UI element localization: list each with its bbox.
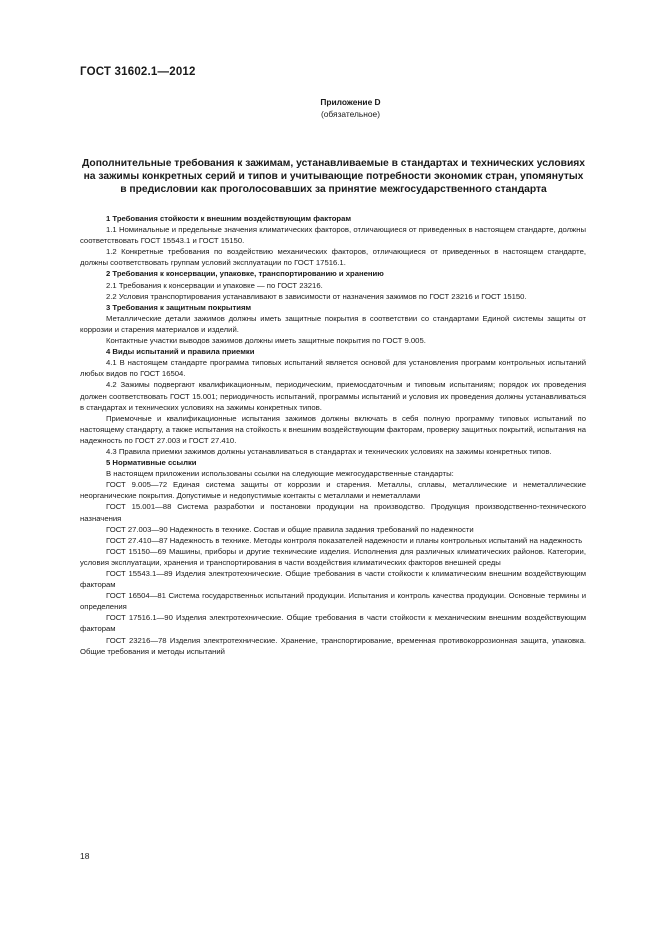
paragraph-1-2: 1.2 Конкретные требования по воздействию механических факторов, отличающиеся от приведенных в настоящем стандарте, должны соответствовать группам условий эксплуатации по ГОСТ 17516.1. xyxy=(80,247,586,268)
section-heading-3: 3 Требования к защитным покрытиям xyxy=(106,302,252,312)
reference-item: ГОСТ 15.001—88 Система разработки и постановки продукции на производство. Продукция производственно-технического назначения xyxy=(80,502,586,523)
paragraph-3-1: Металлические детали зажимов должны иметь защитные покрытия в соответствии со стандартами Единой системы защиты от коррозии и старения материалов и изделий. xyxy=(80,313,586,334)
reference-item: ГОСТ 27.410—87 Надежность в технике. Методы контроля показателей надежности и планы контрольных испытаний на надежность xyxy=(106,535,583,545)
section-heading-5: 5 Нормативные ссылки xyxy=(106,458,197,468)
reference-item: ГОСТ 27.003—90 Надежность в технике. Состав и общие правила задания требований по надежности xyxy=(106,524,474,534)
page-number: 18 xyxy=(80,851,90,861)
document-body xyxy=(80,213,586,657)
paragraph-4-2-cont: Приемочные и квалификационные испытания зажимов должны включать в себя полную программу типовых испытаний по настоящему стандарту, а также испытания на стойкость к внешним воздействующим факторам, проверку защитных покрытий, испытания на надежность по ГОСТ 27.003 и ГОСТ 27.410. xyxy=(80,413,586,445)
paragraph-4-1: 4.1 В настоящем стандарте программа типовых испытаний является основой для установления программ контрольных испытаний любых видов по ГОСТ 16504. xyxy=(80,358,586,379)
reference-item: ГОСТ 17516.1—90 Изделия электротехнические. Общие требования в части стойкости к механическим внешним воздействующим факторам xyxy=(80,613,586,634)
annex-subtitle: (обязательное) xyxy=(320,109,380,119)
standard-header: ГОСТ 31602.1—2012 xyxy=(80,66,196,78)
paragraph-3-2: Контактные участки выводов зажимов должны иметь защитные покрытия по ГОСТ 9.005. xyxy=(106,336,426,346)
paragraph-2-2: 2.2 Условия транспортирования устанавливают в зависимости от назначения зажимов по ГОСТ 23216 и ГОСТ 15150. xyxy=(106,291,527,301)
reference-item: ГОСТ 23216—78 Изделия электротехнические. Хранение, транспортирование, временная противокоррозионная защита, упаковка. Общие требования и методы испытаний xyxy=(80,635,586,656)
reference-item: ГОСТ 15543.1—89 Изделия электротехнические. Общие требования в части стойкости к климатическим внешним воздействующим факторам xyxy=(80,569,586,590)
section-heading-1: 1 Требования стойкости к внешним воздействующим факторам xyxy=(106,214,352,223)
annex-title: Приложение D xyxy=(320,97,381,107)
paragraph-4-3: 4.3 Правила приемки зажимов должны устанавливаться в стандартах и технических условиях на зажимы конкретных типов. xyxy=(106,446,552,456)
references-intro: В настоящем приложении использованы ссылки на следующие межгосударственные стандарты: xyxy=(106,469,454,479)
reference-item: ГОСТ 16504—81 Система государственных испытаний продукции. Испытания и контроль качества продукции. Основные термины и определения xyxy=(80,591,586,612)
paragraph-1-1: 1.1 Номинальные и предельные значения климатических факторов, отличающиеся от приведенных в настоящем стандарте, должны соответствовать ГОСТ 15543.1 и ГОСТ 15150. xyxy=(80,225,586,246)
section-heading-4: 4 Виды испытаний и правила приемки xyxy=(106,347,255,357)
section-heading-2: 2 Требования к консервации, упаковке, транспортированию и хранению xyxy=(106,269,384,279)
reference-item: ГОСТ 15150—69 Машины, приборы и другие технические изделия. Исполнения для различных климатических районов. Категории, условия эксплуатации, хранения и транспортирования в части воздействия климатических факторов внешней среды xyxy=(80,546,586,567)
paragraph-2-1: 2.1 Требования к консервации и упаковке — по ГОСТ 23216. xyxy=(106,280,323,290)
annex-main-title: Дополнительные требования к зажимам, устанавливаемые в стандартах и технических условиях на зажимы конкретных серий и типов и учитывающие потребности экономик стран, упомянутых в предисловии как проголосовавших за принятие межгосударственного стандарта xyxy=(81,158,586,195)
reference-item: ГОСТ 9.005—72 Единая система защиты от коррозии и старения. Металлы, сплавы, металлические и неметаллические неорганические покрытия. Допустимые и недопустимые контакты с металлами и неметаллами xyxy=(80,480,586,501)
paragraph-4-2: 4.2 Зажимы подвергают квалификационным, периодическим, приемосдаточным и типовым испытаниям; порядок их проведения должен соответствовать ГОСТ 15.001; периодичность испытаний, программы испытаний и условия их проведения должны устанавливаться в стандартах и технических условиях на зажимы конкретных типов. xyxy=(80,380,586,412)
